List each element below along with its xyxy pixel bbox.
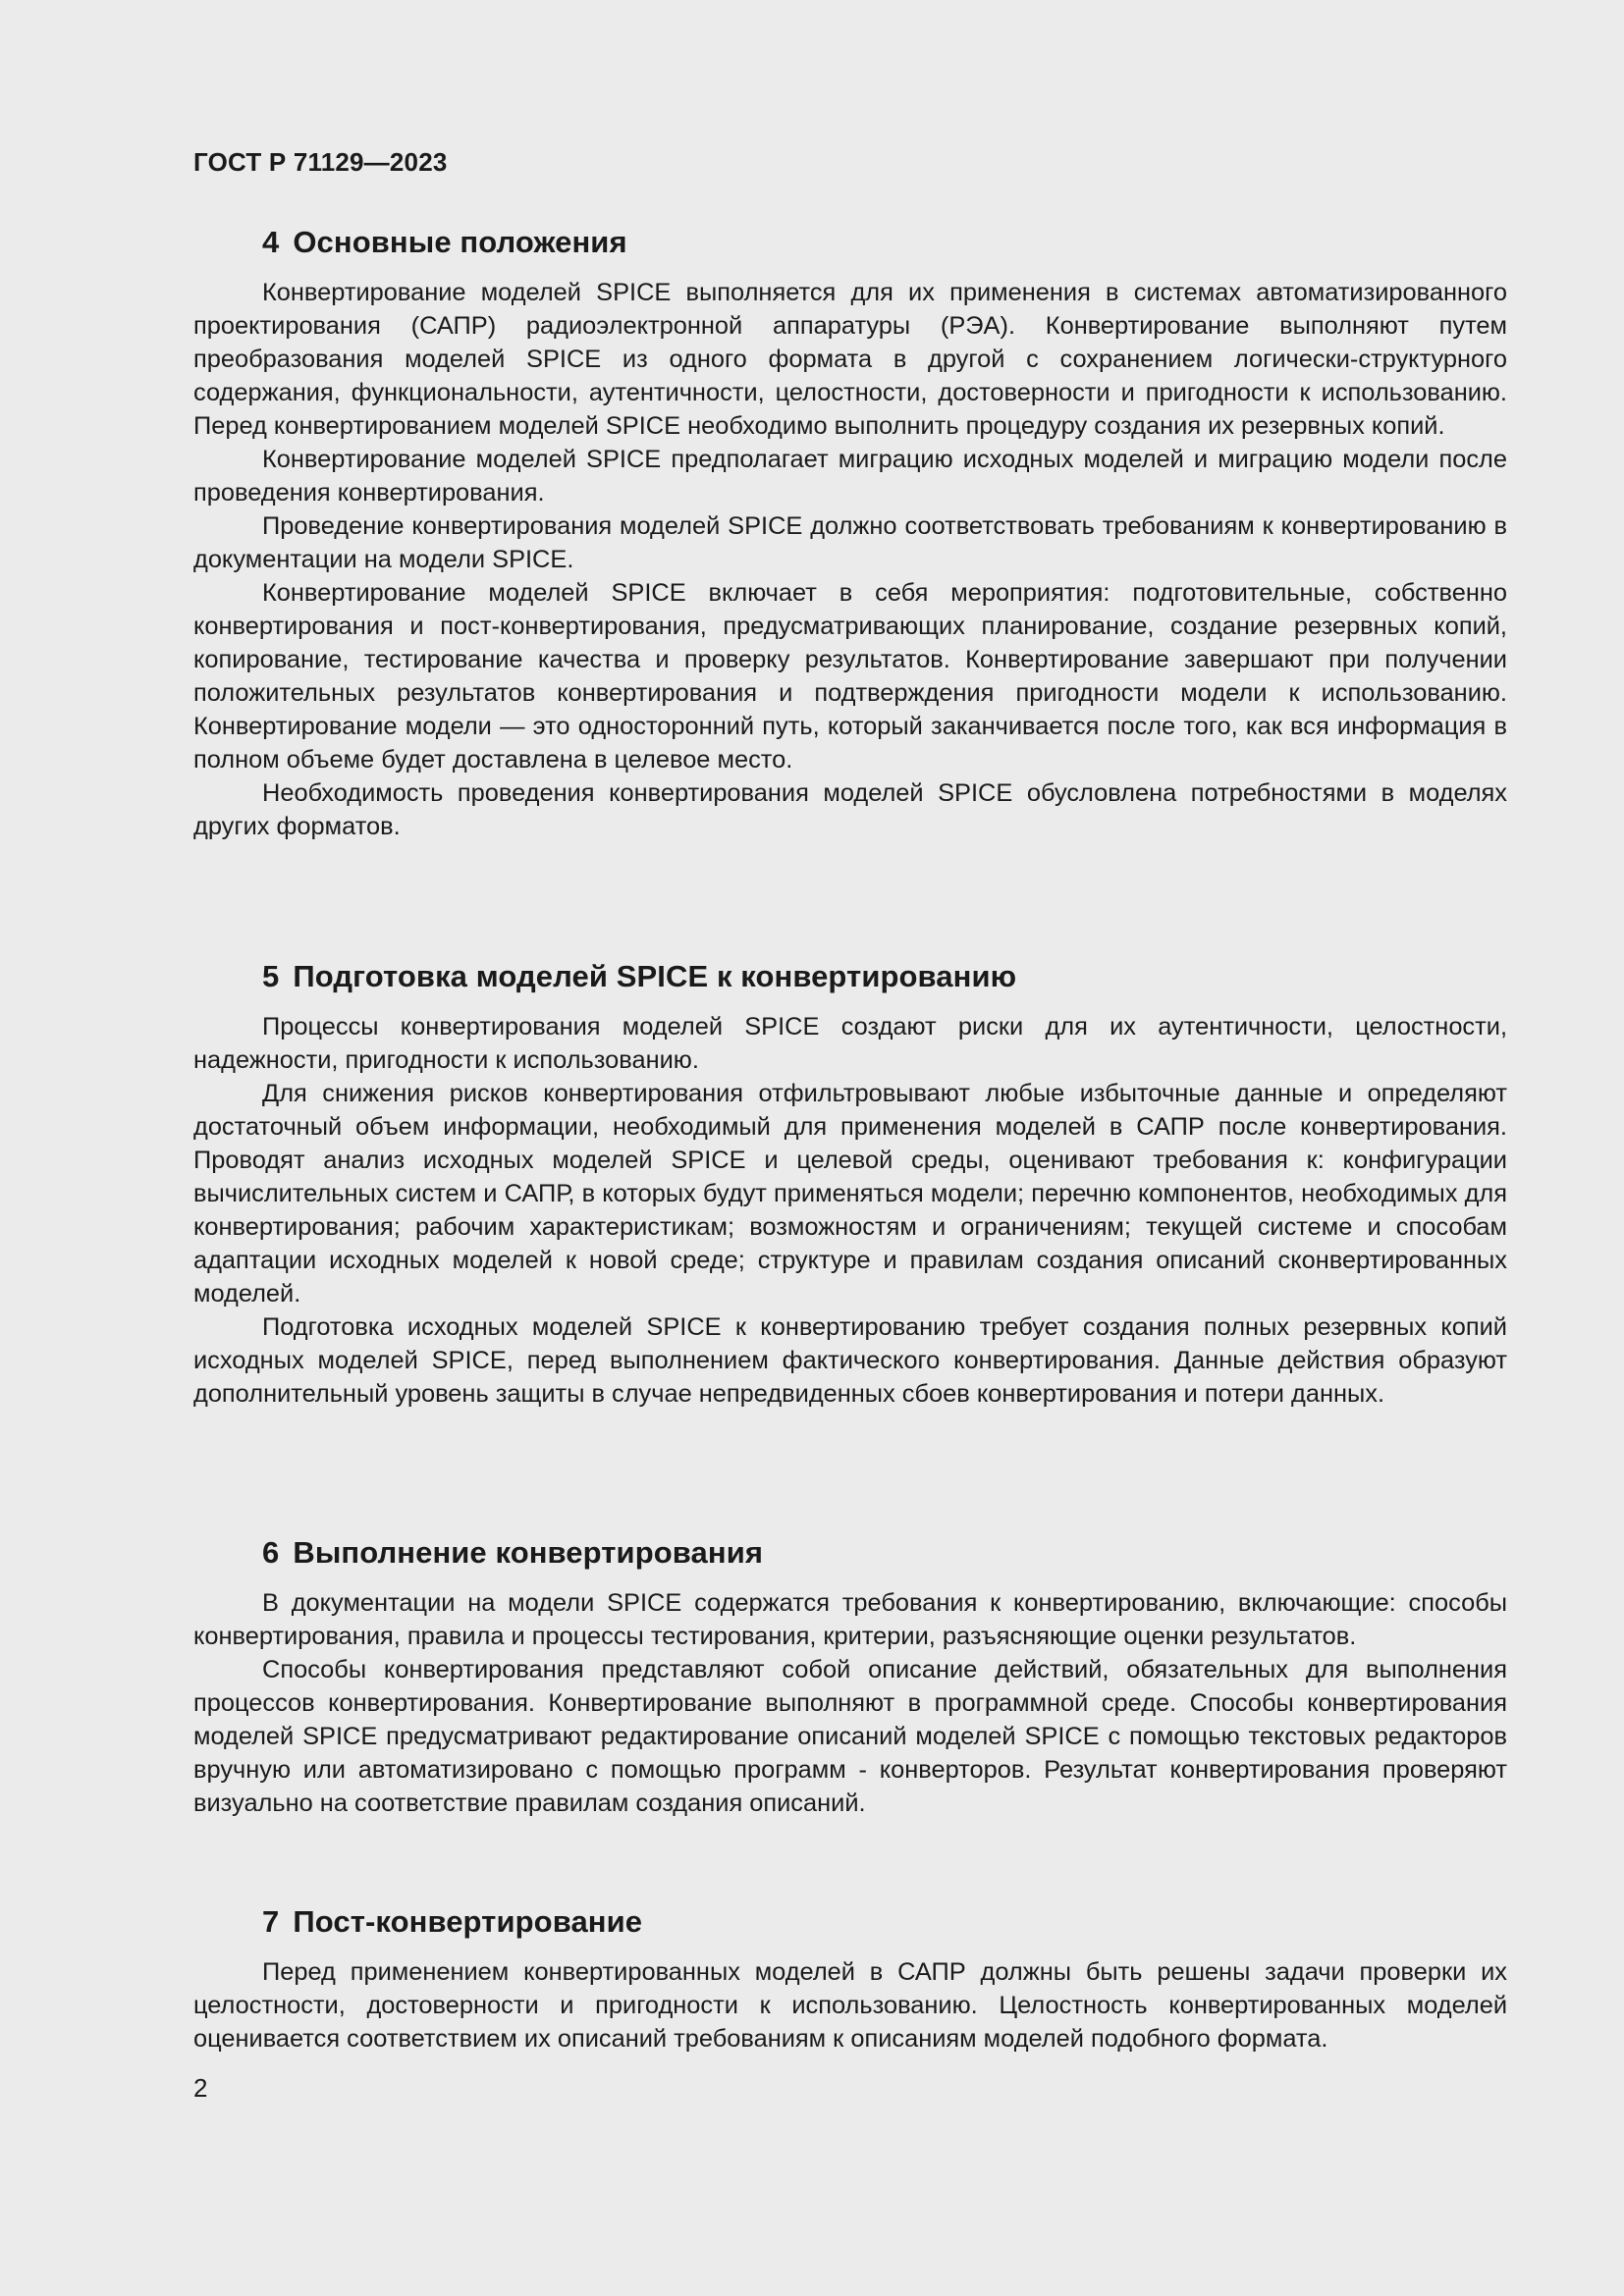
paragraph: Способы конвертирования представляют собой описание действий, обязательных для выполнения процессов конвертирования. Конвертирование выполняют в программной среде. Способы конвертирования моделей SPICE предусматривают редактирование описаний моделей SPICE с помощью текстовых редакторов вручную или автоматизировано с помощью программ - конверторов. Результат конвертирования проверяют визуально на соответствие правилам создания описаний. xyxy=(193,1656,1507,1817)
section-5 xyxy=(193,957,1507,1411)
section-title: Пост-конвертирование xyxy=(293,1904,643,1939)
section-title: Выполнение конвертирования xyxy=(293,1535,764,1570)
paragraph: Процессы конвертирования моделей SPICE создают риски для их аутентичности, целостности, надежности, пригодности к использованию. xyxy=(193,1013,1507,1074)
section-heading xyxy=(193,223,1507,262)
section-title: Подготовка моделей SPICE к конвертированию xyxy=(293,959,1017,993)
paragraph: Конвертирование моделей SPICE предполагает миграцию исходных моделей и миграцию модели после проведения конвертирования. xyxy=(193,446,1507,507)
section-7 xyxy=(193,1902,1507,2056)
paragraph: Конвертирование моделей SPICE включает в себя мероприятия: подготовительные, собственно конвертирования и пост-конвертирования, предусматривающих планирование, создание резервных копий, копирование, тестирование качества и проверку результатов. Конвертирование завершают при получении положительных результатов конвертирования и подтверждения пригодности модели к использованию. Конвертирование модели — это односторонний путь, который заканчивается после того, как вся информация в полном объеме будет доставлена в целевое место. xyxy=(193,579,1507,774)
section-number: 5 xyxy=(262,959,280,993)
paragraph: Проведение конвертирования моделей SPICE должно соответствовать требованиям к конвертированию в документации на модели SPICE. xyxy=(193,512,1507,573)
paragraph: Подготовка исходных моделей SPICE к конвертированию требует создания полных резервных копий исходных моделей SPICE, перед выполнением фактического конвертирования. Данные действия образуют дополнительный уровень защиты в случае непредвиденных сбоев конвертирования и потери данных. xyxy=(193,1313,1507,1408)
section-heading xyxy=(193,957,1507,996)
paragraph: В документации на модели SPICE содержатся требования к конвертированию, включающие: способы конвертирования, правила и процессы тестирования, критерии, разъясняющие оценки результатов. xyxy=(193,1589,1507,1650)
paragraph: Для снижения рисков конвертирования отфильтровывают любые избыточные данные и определяют достаточный объем информации, необходимый для применения моделей в САПР после конвертирования. Проводят анализ исходных моделей SPICE и целевой среды, оценивают требования к: конфигурации вычислительных систем и САПР, в которых будут применяться модели; перечню компонентов, необходимых для конвертирования; рабочим характеристикам; возможностям и ограничениям; текущей системе и способам адаптации исходных моделей к новой среде; структуре и правилам создания описаний сконвертированных моделей. xyxy=(193,1080,1507,1308)
section-number: 6 xyxy=(262,1535,280,1570)
section-number: 4 xyxy=(262,225,280,259)
paragraph: Необходимость проведения конвертирования моделей SPICE обусловлена потребностями в моделях других форматов. xyxy=(193,779,1507,840)
section-heading xyxy=(193,1902,1507,1942)
section-title: Основные положения xyxy=(293,225,627,259)
paragraph: Перед применением конвертированных моделей в САПР должны быть решены задачи проверки их целостности, достоверности и пригодности к использованию. Целостность конвертированных моделей оценивается соответствием их описаний требованиям к описаниям моделей подобного формата. xyxy=(193,1958,1507,2053)
section-4 xyxy=(193,223,1507,843)
page-number: 2 xyxy=(193,2073,208,2103)
document-header: ГОСТ Р 71129—2023 xyxy=(193,147,448,177)
section-number: 7 xyxy=(262,1904,280,1939)
section-6 xyxy=(193,1533,1507,1820)
section-heading xyxy=(193,1533,1507,1573)
paragraph: Конвертирование моделей SPICE выполняется для их применения в системах автоматизированного проектирования (САПР) радиоэлектронной аппаратуры (РЭА). Конвертирование выполняют путем преобразования моделей SPICE из одного формата в другой с сохранением логически-структурного содержания, функциональности, аутентичности, целостности, достоверности и пригодности к использованию. Перед конвертированием моделей SPICE необходимо выполнить процедуру создания их резервных копий. xyxy=(193,279,1507,440)
